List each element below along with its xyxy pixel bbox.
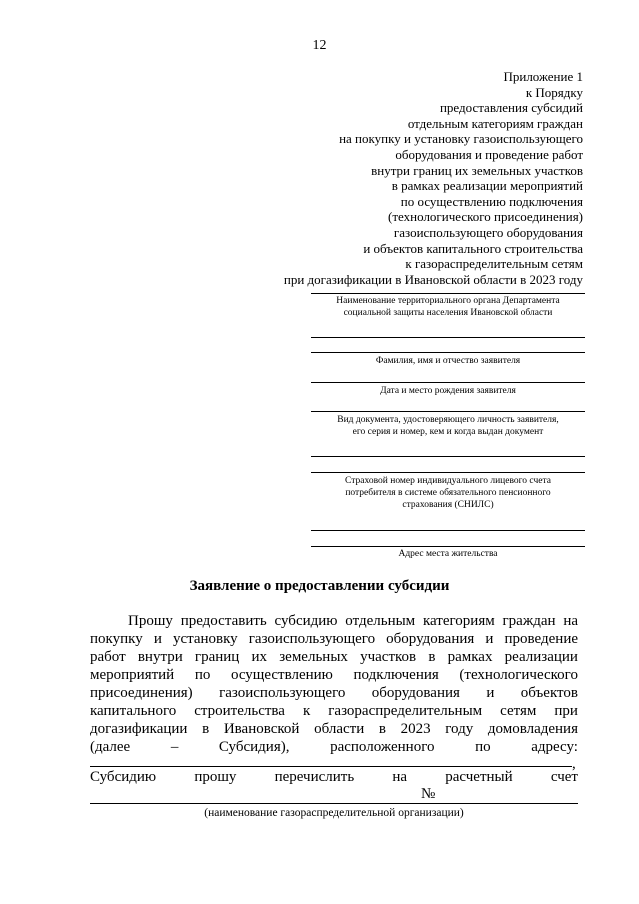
word: перечислить (274, 769, 355, 785)
word: адресу: (531, 739, 578, 755)
word: осуществлению (230, 667, 333, 683)
word: субсидию (274, 613, 338, 629)
word: капитального (90, 703, 177, 719)
word: их (251, 649, 268, 665)
address-fill-line[interactable] (90, 766, 572, 767)
word: прошу (194, 769, 237, 785)
page-number: 12 (312, 38, 327, 53)
appendix-line: и объектов капитального строительства (363, 240, 583, 256)
word: строительства (194, 703, 285, 719)
document-title: Заявление о предоставлении субсидии (189, 578, 450, 594)
appendix-line: газоиспользующего оборудования (393, 224, 583, 240)
address-field-line-1[interactable] (311, 530, 585, 531)
word: 2023 (400, 721, 431, 737)
appendix-line: (технологического присоединения) (388, 209, 583, 225)
appendix-line: при догазификации в Ивановской области в 2023 году (283, 271, 583, 287)
body-line (90, 768, 578, 786)
word: в (202, 721, 210, 737)
word: присоединения) (90, 685, 193, 701)
word: и (485, 631, 494, 647)
word: проведение (504, 631, 578, 647)
word: газоиспользующего (248, 631, 376, 647)
word: и (153, 631, 162, 647)
word: подключения (353, 667, 439, 683)
word: Субсидия), (218, 739, 290, 755)
label-line: Вид документа, удостоверяющего личность заявителя, (337, 415, 559, 425)
word: Ивановской (223, 721, 300, 737)
appendix-line: по осуществлению подключения (400, 193, 583, 209)
word: участков (360, 649, 417, 665)
address-field-line-2[interactable] (311, 546, 585, 547)
word: году (445, 721, 474, 737)
word: при (554, 703, 578, 719)
appendix-line: внутри границ их земельных участков (371, 162, 583, 178)
word: расчетный (445, 769, 513, 785)
territorial-organ-field-line[interactable] (311, 293, 585, 294)
address-label: Адрес места жительства (398, 549, 498, 559)
body-line (90, 720, 578, 738)
territorial-organ-label (311, 295, 585, 319)
body-line (90, 684, 578, 702)
word: по (194, 667, 211, 683)
word: счет (550, 769, 578, 785)
application-body (90, 612, 578, 756)
word: домовладения (487, 721, 578, 737)
account-fill-line[interactable] (90, 803, 578, 804)
snils-label (311, 475, 585, 511)
birth-field-line[interactable] (311, 382, 585, 383)
body-line (90, 666, 578, 684)
identity-doc-label (311, 414, 585, 438)
word: предоставить (180, 613, 267, 629)
appendix-header (284, 69, 583, 287)
word: в (428, 649, 436, 665)
appendix-line: отдельным категориям граждан (407, 115, 583, 131)
appendix-line: оборудования и проведение работ (395, 146, 583, 162)
appendix-line: предоставления субсидий (439, 100, 583, 116)
birth-label: Дата и место рождения заявителя (380, 386, 516, 396)
full-name-field-line-2[interactable] (311, 352, 585, 353)
word: внутри (137, 649, 183, 665)
word: работ (90, 649, 126, 665)
gas-org-caption: (наименование газораспределительной организации) (204, 807, 464, 819)
word: в (378, 721, 386, 737)
word: догазификации (90, 721, 188, 737)
label-line: Наименование территориального органа Департамента (336, 296, 560, 306)
word: сетям (500, 703, 537, 719)
body-line (90, 630, 578, 648)
word: (далее (90, 739, 131, 755)
number-sign: № (421, 786, 436, 802)
word: Прошу (128, 613, 173, 629)
word: установку (172, 631, 238, 647)
word: на (392, 769, 408, 785)
full-name-field-line-1[interactable] (311, 337, 585, 338)
body-line (90, 612, 578, 630)
body-line (90, 738, 578, 756)
appendix-line: Приложение 1 (503, 69, 583, 84)
word: области (314, 721, 365, 737)
word: по (475, 739, 491, 755)
full-name-label: Фамилия, имя и отчество заявителя (375, 356, 521, 366)
word: рамках (447, 649, 493, 665)
label-line: страхования (СНИЛС) (402, 500, 494, 510)
word: к (302, 703, 311, 719)
word: реализации (504, 649, 578, 665)
label-line: социальной защиты населения Ивановской области (343, 308, 553, 318)
word: граждан (502, 613, 556, 629)
word: газоиспользующего (219, 685, 346, 701)
transfer-line (90, 768, 578, 786)
word: земельных (279, 649, 348, 665)
body-line (90, 648, 578, 666)
word: – (170, 739, 179, 755)
appendix-line: на покупку и установку газоиспользующего (339, 131, 583, 147)
snils-field-line-2[interactable] (311, 472, 585, 473)
appendix-line: к Порядку (525, 84, 583, 100)
word: покупку (90, 631, 143, 647)
word: на (563, 613, 578, 629)
word: оборудования (371, 685, 460, 701)
word: и (486, 685, 495, 701)
word: объектов (520, 685, 578, 701)
word: расположенного (330, 739, 435, 755)
word: границ (194, 649, 240, 665)
word: газораспределительным (328, 703, 483, 719)
word: категориям (422, 613, 495, 629)
identity-doc-field-line[interactable] (311, 411, 585, 412)
label-line: его серия и номер, кем и когда выдан документ (352, 427, 544, 437)
word: Субсидию (90, 769, 157, 785)
word: отдельным (345, 613, 416, 629)
appendix-line: к газораспределительным сетям (405, 256, 583, 272)
word: (технологического (459, 667, 578, 683)
appendix-line: в рамках реализации мероприятий (391, 178, 583, 194)
body-line (90, 702, 578, 720)
address-comma: , (572, 756, 576, 772)
word: мероприятий (90, 667, 175, 683)
label-line: Страховой номер индивидуального лицевого счета (345, 476, 551, 486)
label-line: потребителя в системе обязательного пенсионного (345, 488, 551, 498)
word: оборудования (386, 631, 475, 647)
snils-field-line-1[interactable] (311, 456, 585, 457)
